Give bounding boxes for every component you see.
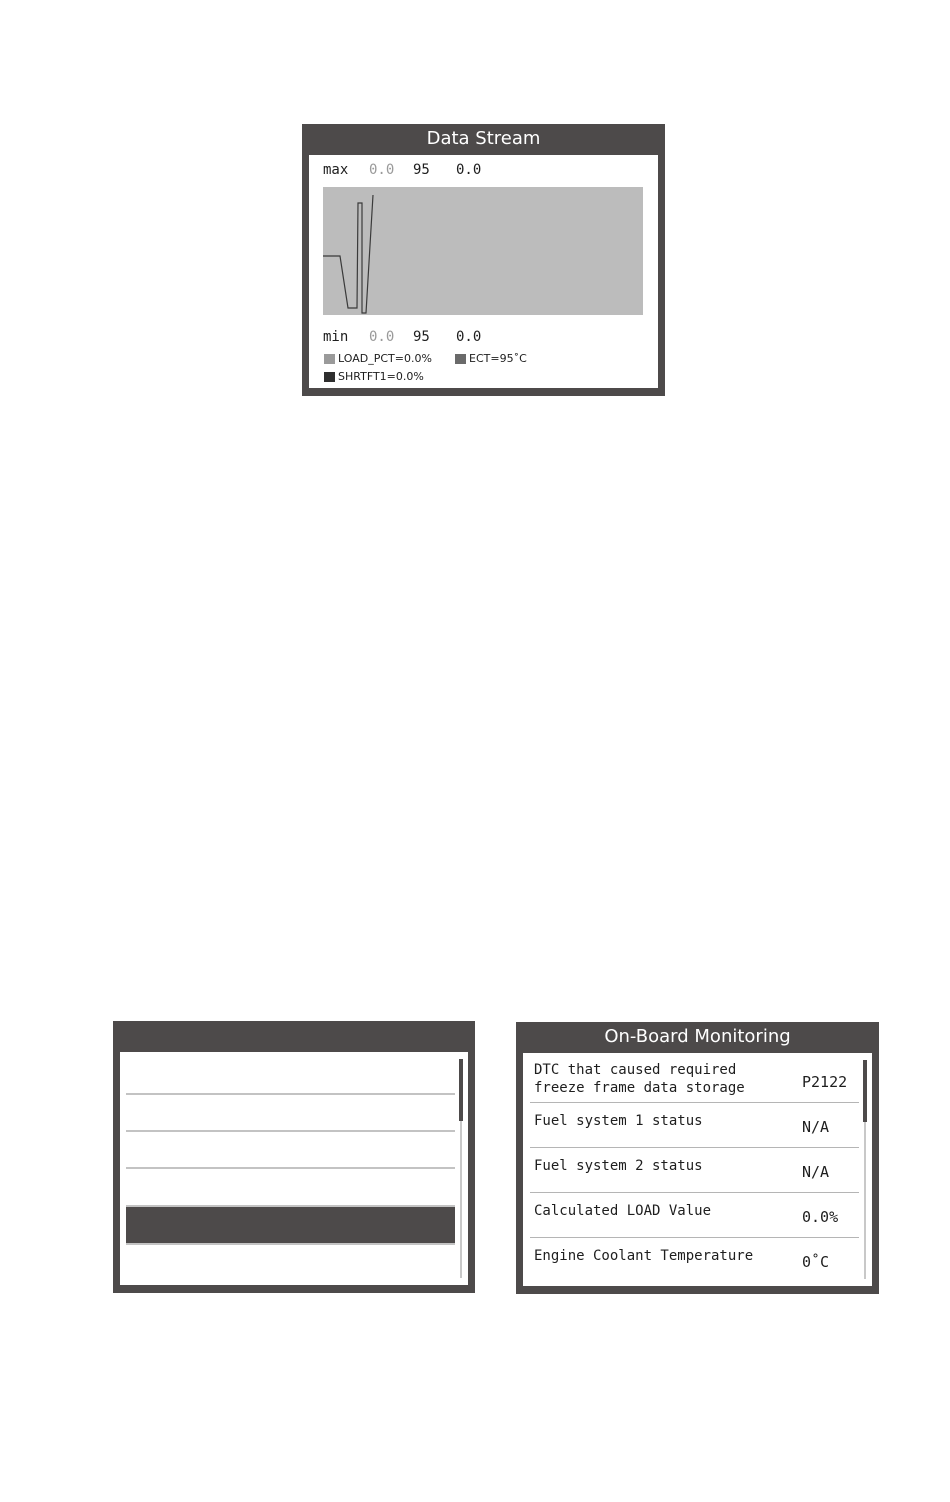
obm-row[interactable] (530, 1237, 859, 1282)
legend-ect-label: ECT=95˚C (469, 352, 527, 365)
menu-screen (113, 1021, 475, 1293)
data-stream-graph (323, 187, 643, 315)
data-stream-screen (302, 124, 665, 396)
max-label: max (323, 162, 349, 178)
obm-row[interactable] (530, 1147, 859, 1193)
min-value-load: 0.0 (369, 329, 395, 345)
obm-row-label: Calculated LOAD Value (534, 1203, 712, 1219)
obm-scrollbar[interactable] (864, 1060, 866, 1279)
max-value-load: 0.0 (369, 162, 395, 178)
min-label: min (323, 329, 349, 345)
obm-title: On-Board Monitoring (604, 1026, 791, 1047)
legend-shrtft-swatch (324, 372, 335, 382)
menu-item[interactable] (126, 1245, 455, 1281)
obm-row-label: Fuel system 2 status (534, 1158, 703, 1174)
obm-row-value: 0˚C (802, 1253, 830, 1271)
data-stream-panel (309, 155, 658, 388)
obm-row-label: Fuel system 1 status (534, 1113, 703, 1129)
min-value-ect: 95 (413, 329, 430, 345)
menu-item[interactable] (126, 1096, 455, 1132)
obm-panel (523, 1053, 872, 1286)
min-value-shrtft: 0.0 (456, 329, 482, 345)
obm-row-value: N/A (802, 1163, 830, 1181)
legend-shrtft-label: SHRTFT1=0.0% (338, 370, 424, 383)
obm-row[interactable] (530, 1192, 859, 1238)
obm-row-label: Engine Coolant Temperature (534, 1248, 754, 1264)
obm-row-value: 0.0% (802, 1208, 839, 1226)
obm-scrollbar-thumb[interactable] (863, 1060, 867, 1122)
menu-title (113, 1021, 475, 1051)
legend-ect (455, 352, 527, 365)
menu-item[interactable] (126, 1133, 455, 1169)
legend-ect-swatch (455, 354, 466, 364)
legend-load-label: LOAD_PCT=0.0% (338, 352, 432, 365)
obm-row-label: DTC that caused required freeze frame data storage (534, 1062, 745, 1096)
legend-shrtft (324, 370, 424, 383)
menu-item-selected[interactable] (126, 1207, 455, 1245)
menu-scrollbar[interactable] (460, 1059, 462, 1278)
menu-scrollbar-thumb[interactable] (459, 1059, 463, 1121)
legend-load (324, 352, 432, 365)
obm-row[interactable] (530, 1102, 859, 1148)
obm-row-value: P2122 (802, 1073, 848, 1091)
obm-row-value: N/A (802, 1118, 830, 1136)
menu-panel (120, 1052, 468, 1285)
obm-row[interactable] (530, 1057, 859, 1103)
legend-load-swatch (324, 354, 335, 364)
data-stream-title: Data Stream (426, 128, 541, 149)
menu-item[interactable] (126, 1059, 455, 1095)
max-value-shrtft: 0.0 (456, 162, 482, 178)
menu-item[interactable] (126, 1170, 455, 1207)
obm-screen (516, 1022, 879, 1294)
graph-area (323, 187, 643, 315)
max-value-ect: 95 (413, 162, 430, 178)
